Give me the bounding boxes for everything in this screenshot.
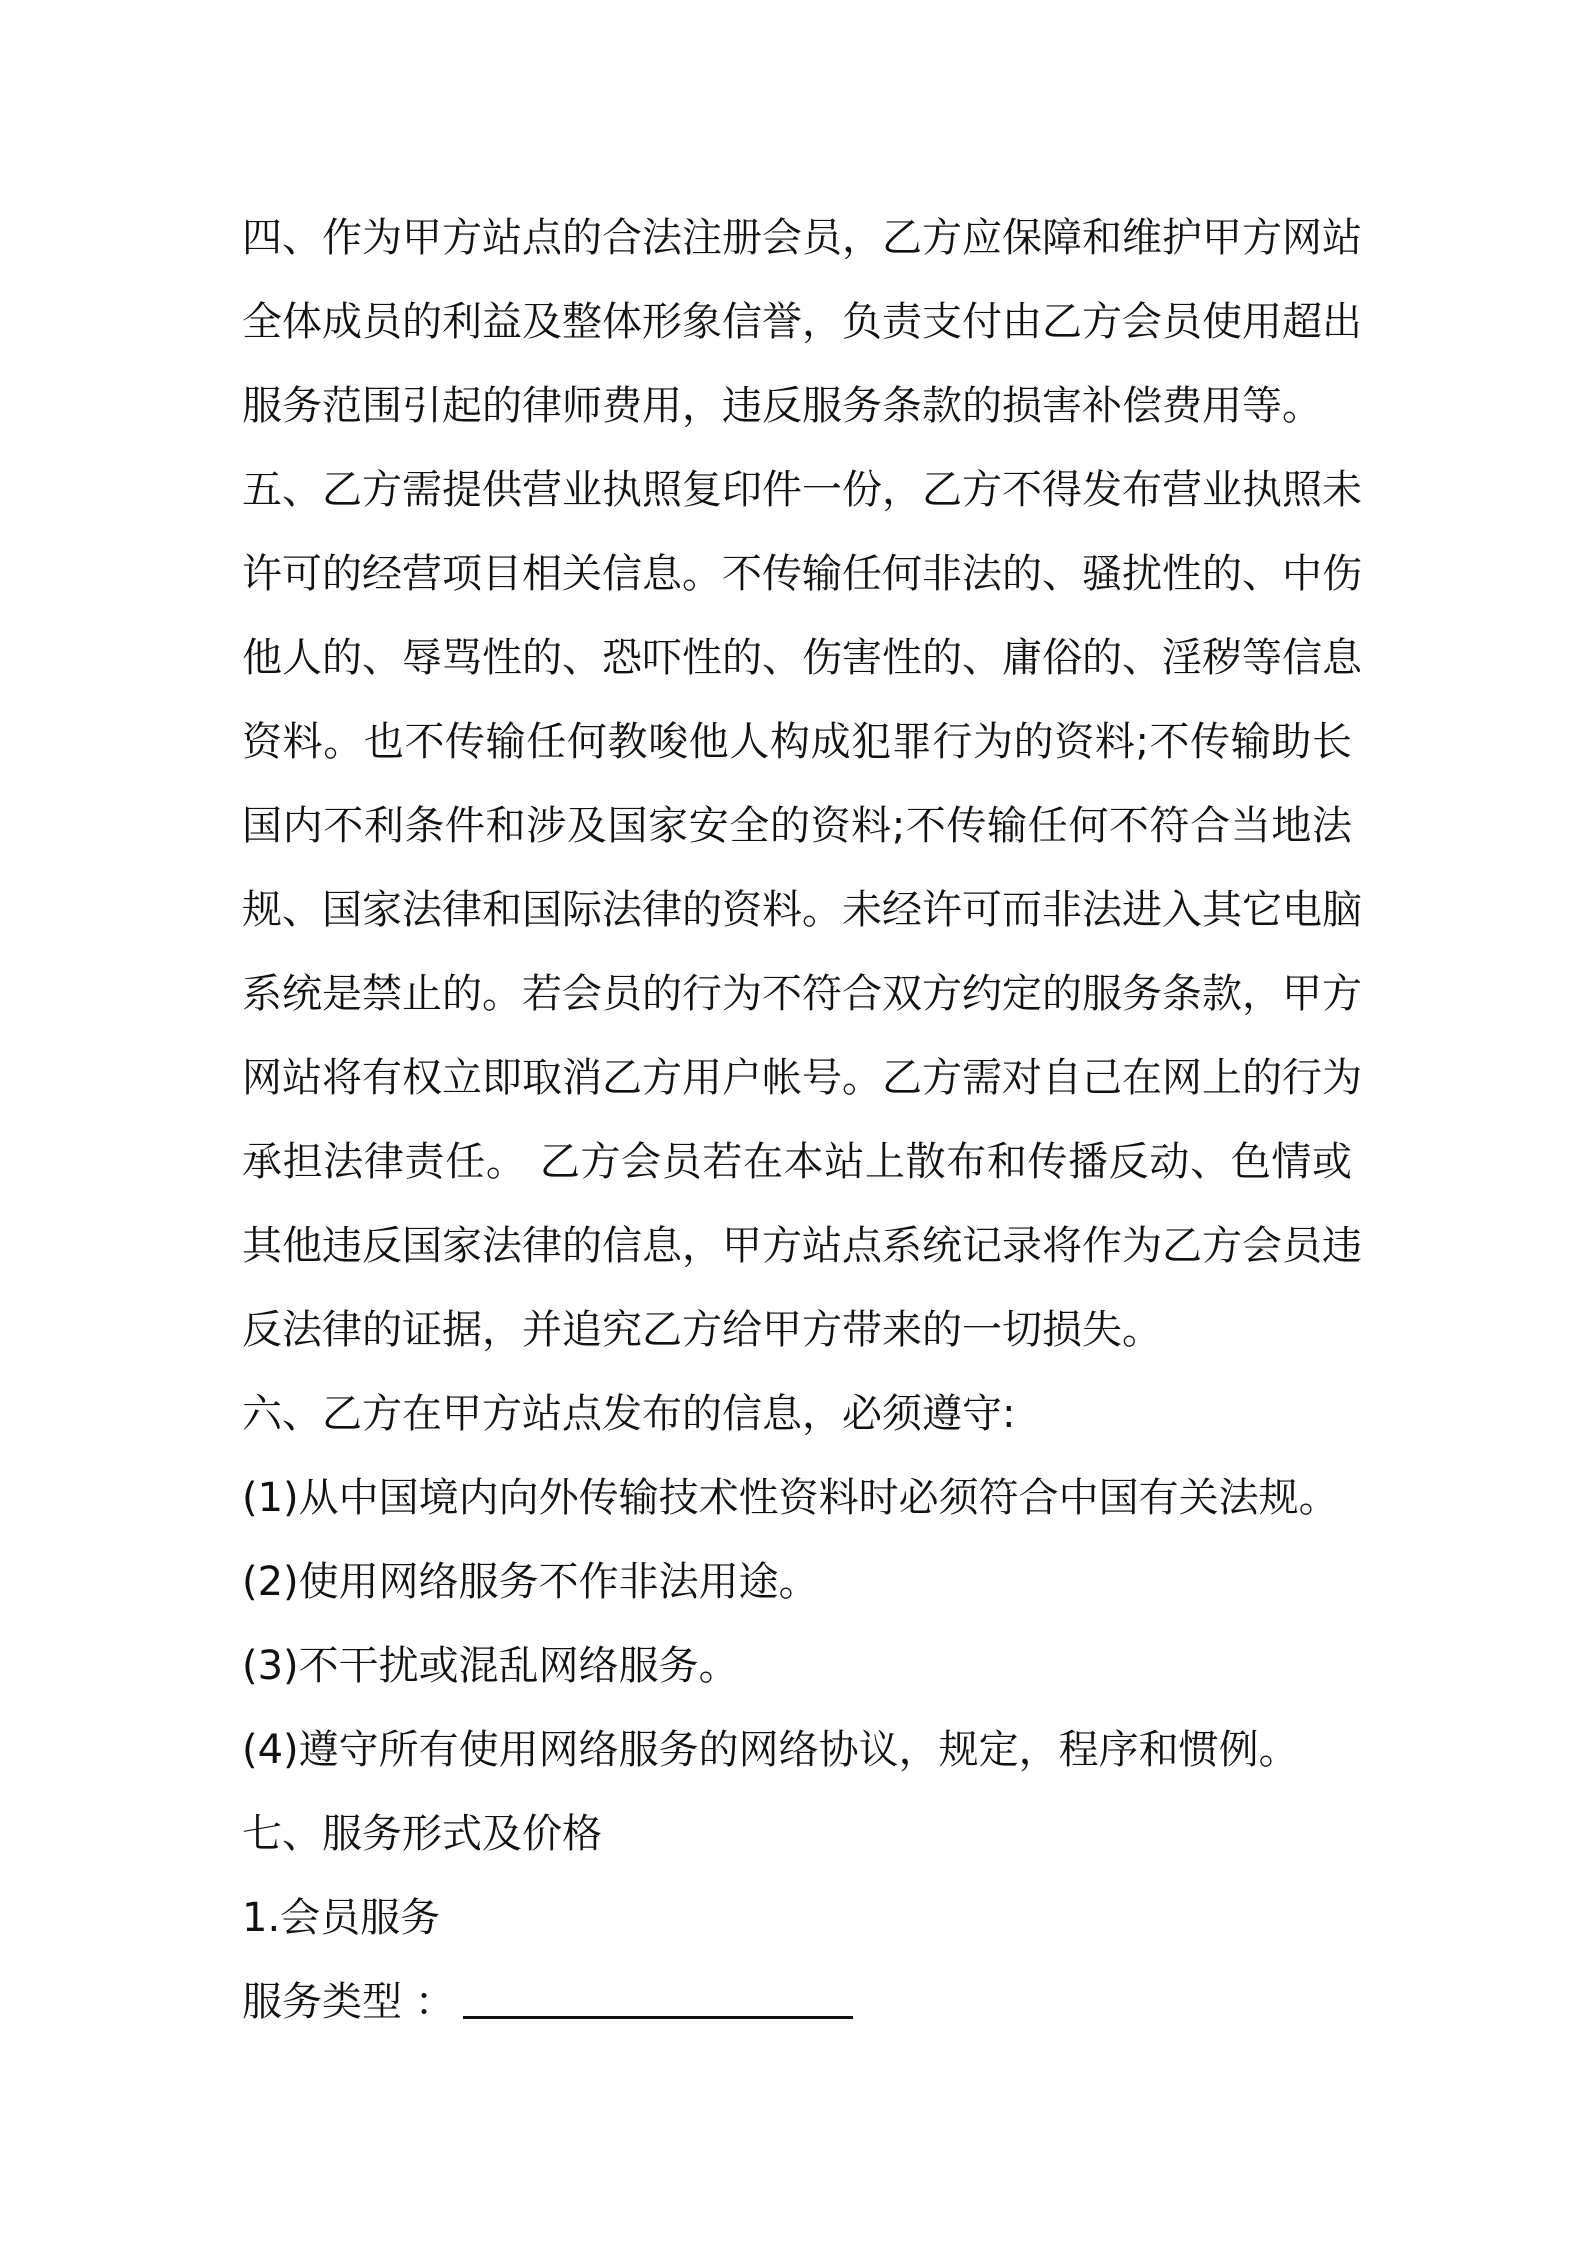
paragraph-5-line-10: 其他违反国家法律的信息，甲方站点系统记录将作为乙方会员违 bbox=[242, 1223, 1362, 1269]
paragraph-5-line-8: 网站将有权立即取消乙方用户帐号。乙方需对自己在网上的行为 bbox=[242, 1055, 1362, 1101]
paragraph-4-line-3: 服务范围引起的律师费用，违反服务条款的损害补偿费用等。 bbox=[242, 383, 1322, 429]
list-item-4: (4)遵守所有使用网络服务的网络协议，规定，程序和惯例。 bbox=[242, 1727, 1299, 1773]
paragraph-5-line-11: 反法律的证据，并追究乙方给甲方带来的一切损失。 bbox=[242, 1307, 1162, 1353]
paragraph-5-line-1: 五、乙方需提供营业执照复印件一份，乙方不得发布营业执照未 bbox=[242, 467, 1362, 513]
service-type-label: 服务类型 ： bbox=[242, 1979, 455, 2025]
list-item-1: (1)从中国境内向外传输技术性资料时必须符合中国有关法规。 bbox=[242, 1475, 1339, 1521]
paragraph-5-line-9: 承担法律责任。 乙方会员若在本站上散布和传播反动、色情或 bbox=[242, 1139, 1352, 1185]
service-type-row bbox=[242, 1960, 1352, 2044]
list-item-3: (3)不干扰或混乱网络服务。 bbox=[242, 1643, 739, 1689]
paragraph-5-line-3: 他人的、辱骂性的、恐吓性的、伤害性的、庸俗的、淫秽等信息 bbox=[242, 635, 1362, 681]
paragraph-5-line-6: 规、国家法律和国际法律的资料。未经许可而非法进入其它电脑 bbox=[242, 887, 1362, 933]
paragraph-5-line-2: 许可的经营项目相关信息。不传输任何非法的、骚扰性的、中伤 bbox=[242, 551, 1362, 597]
paragraph-5-line-4: 资料。也不传输任何教唆他人构成犯罪行为的资料;不传输助长 bbox=[242, 719, 1352, 765]
document-body bbox=[242, 196, 1362, 2044]
paragraph-5-line-7: 系统是禁止的。若会员的行为不符合双方约定的服务条款，甲方 bbox=[242, 971, 1362, 1017]
list-item-2: (2)使用网络服务不作非法用途。 bbox=[242, 1559, 819, 1605]
member-service-heading: 1.会员服务 bbox=[242, 1895, 441, 1941]
paragraph-4-line-1: 四、作为甲方站点的合法注册会员，乙方应保障和维护甲方网站 bbox=[242, 215, 1362, 261]
paragraph-4-line-2: 全体成员的利益及整体形象信誉，负责支付由乙方会员使用超出 bbox=[242, 299, 1362, 345]
section-7-heading: 七、服务形式及价格 bbox=[242, 1811, 602, 1857]
service-type-blank bbox=[463, 1976, 853, 2019]
paragraph-5-line-5: 国内不利条件和涉及国家安全的资料;不传输任何不符合当地法 bbox=[242, 803, 1352, 849]
paragraph-6-heading: 六、乙方在甲方站点发布的信息，必须遵守: bbox=[242, 1391, 1016, 1437]
